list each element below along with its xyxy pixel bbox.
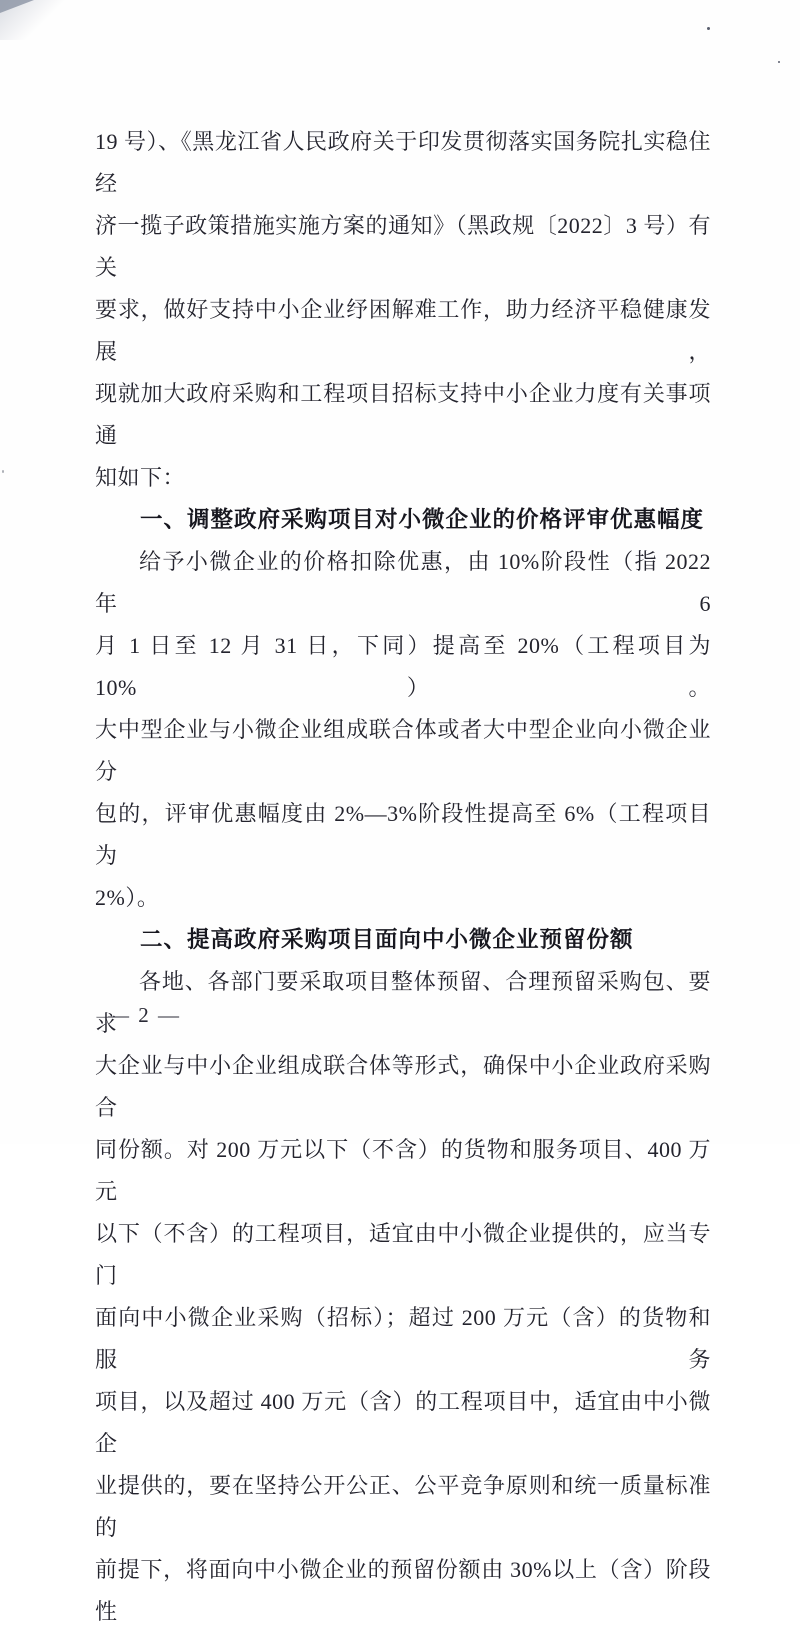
body-line: 业提供的，要在坚持公开公正、公平竞争原则和统一质量标准的 <box>95 1473 711 1540</box>
body-line: 前提下，将面向中小微企业的预留份额由 30%以上（含）阶段性 <box>95 1557 711 1624</box>
body-line: 项目，以及超过 400 万元（含）的工程项目中，适宜由中小微企 <box>95 1389 711 1456</box>
section-heading-2: 二、提高政府采购项目面向中小微企业预留份额 <box>140 927 634 952</box>
scan-speck <box>778 61 780 63</box>
body-line: 包的，评审优惠幅度由 2%—3%阶段性提高至 6%（工程项目为 <box>95 801 711 868</box>
body-line: 给予小微企业的价格扣除优惠，由 10%阶段性（指 2022 年 6 <box>95 549 711 616</box>
body-line: 2%）。 <box>95 885 160 910</box>
body-line: 知如下： <box>95 465 186 490</box>
body-line: 面向中小微企业采购（招标）；超过 200 万元（含）的货物和服务 <box>95 1305 711 1372</box>
scan-speck <box>2 470 4 473</box>
body-line: 要求，做好支持中小企业纾困解难工作，助力经济平稳健康发展， <box>95 297 711 364</box>
body-line: 各地、各部门要采取项目整体预留、合理预留采购包、要求 <box>95 969 711 1036</box>
scan-speck <box>707 27 710 30</box>
body-line: 月 1 日至 12 月 31 日，下同）提高至 20%（工程项目为 10%）。 <box>95 633 711 700</box>
body-line: 同份额。对 200 万元以下（不含）的货物和服务项目、400 万元 <box>95 1137 711 1204</box>
document-body <box>95 121 711 1633</box>
scan-artifact-corner <box>0 0 34 13</box>
section-heading-1: 一、调整政府采购项目对小微企业的价格评审优惠幅度 <box>140 507 705 532</box>
body-line: 现就加大政府采购和工程项目招标支持中小企业力度有关事项通 <box>95 381 711 448</box>
body-line: 济一揽子政策措施实施方案的通知》（黑政规〔2022〕3 号）有关 <box>95 213 711 280</box>
body-line: 大企业与中小企业组成联合体等形式，确保中小企业政府采购合 <box>95 1053 711 1120</box>
page-number: — 2 — <box>108 1003 181 1027</box>
body-line: 19 号）、《黑龙江省人民政府关于印发贯彻落实国务院扎实稳住经 <box>95 129 711 196</box>
body-line: 以下（不含）的工程项目，适宜由中小微企业提供的，应当专门 <box>95 1221 711 1288</box>
body-line: 大中型企业与小微企业组成联合体或者大中型企业向小微企业分 <box>95 717 711 784</box>
